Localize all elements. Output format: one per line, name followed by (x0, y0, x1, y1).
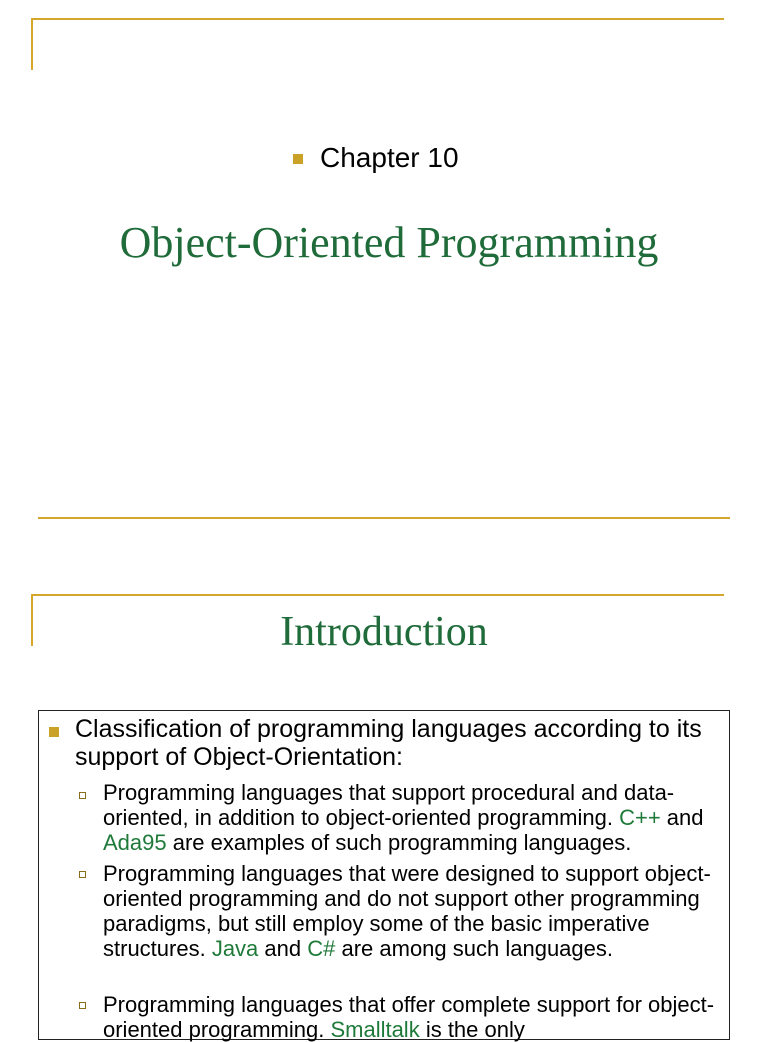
language-name-cpp: C++ (619, 805, 661, 830)
sub-bullet-2-text-b: and (258, 936, 308, 961)
slide-divider-rule (38, 517, 730, 519)
sub-bullet-1 (103, 780, 727, 855)
sub-bullet-2 (103, 861, 727, 961)
slide2-title: Introduction (280, 609, 488, 655)
sub-bullet-1-text-b: and (660, 805, 704, 830)
sub-bullet-3-text-b: is the only (419, 1017, 525, 1042)
slide2-content-box (38, 710, 730, 1040)
sub-bullet-3 (103, 992, 727, 1042)
main-bullet-icon (49, 727, 59, 737)
sub-bullet-icon (79, 792, 86, 799)
slide1-title: Object-Oriented Programming (119, 218, 659, 267)
language-name-ada95: Ada95 (103, 830, 167, 855)
sub-bullet-icon (79, 871, 86, 878)
slide1-top-rule (32, 18, 724, 20)
sub-bullet-2-text-c: are among such languages. (335, 936, 613, 961)
sub-bullet-1-text-c: are examples of such programming languages. (166, 830, 632, 855)
slide1-left-rule (31, 18, 33, 70)
slide2-top-rule (32, 594, 724, 596)
main-bullet-text: Classification of programming languages according to its support of Object-Orientation: (75, 715, 702, 771)
sub-bullet-3-text-a: Programming languages that offer complete support for object-oriented programming. (103, 992, 715, 1042)
language-name-smalltalk: Smalltalk (330, 1017, 420, 1042)
chapter-label: Chapter 10 (320, 142, 459, 173)
sub-bullet-1-text-a: Programming languages that support procedural and data-oriented, in addition to object-oriented programming. (103, 780, 675, 830)
chapter-bullet-icon (293, 154, 303, 164)
sub-bullet-2-text-a: Programming languages that were designed to support object-oriented programming and do not support other programming paradigms, but still employ some of the basic imperative structures. (103, 861, 711, 961)
sub-bullet-icon (79, 1002, 86, 1009)
language-name-java: Java (211, 936, 259, 961)
language-name-csharp: C# (307, 936, 336, 961)
